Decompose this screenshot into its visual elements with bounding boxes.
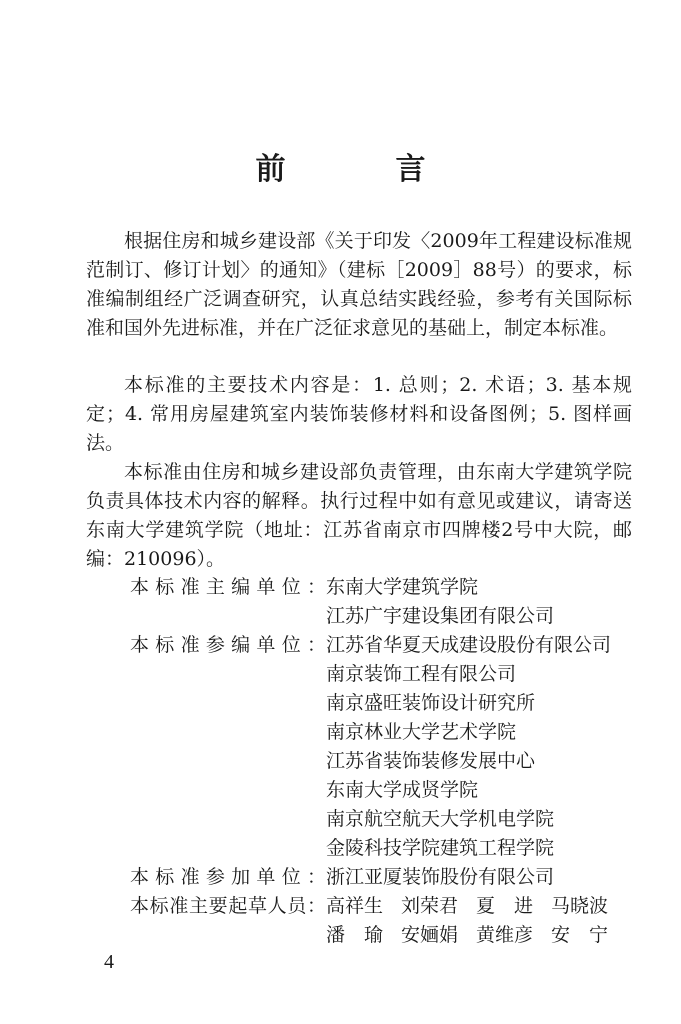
drafter-name: 高祥生 [326,895,384,917]
drafters-names-line2 [326,921,626,950]
paragraph-management: 本标准由住房和城乡建设部负责管理，由东南大学建筑学院负责具体技术内容的解释。执行过程中如有意见或建议，请寄送东南大学建筑学院（地址：江苏省南京市四牌楼2号中大院，邮编：210096）。 [86,461,632,570]
joining-units-row [130,863,554,892]
drafter-name: 安婳娟 [401,924,459,946]
drafters-row [130,892,626,921]
drafter-name: 潘 瑜 [326,924,384,946]
paragraph-basis: 根据住房和城乡建设部《关于印发〈2009年工程建设标准规范制订、修订计划〉的通知》（建标［2009］88号）的要求，标准编制组经广泛调查研究，认真总结实践经验，参考有关国际标准和国外先进标准，并在广泛征求意见的基础上，制定本标准。 [86,230,632,339]
participating-unit: 南京航空航天大学机电学院 [326,808,555,830]
chief-unit: 东南大学建筑学院 [326,576,479,598]
participating-units-label: 本标准参编单位： [130,634,326,656]
participating-units-row [130,631,611,660]
participating-unit: 南京林业大学艺术学院 [326,721,517,743]
participating-unit: 江苏省装饰装修发展中心 [326,750,536,772]
drafter-name: 夏 进 [476,895,534,917]
participating-unit: 南京装饰工程有限公司 [326,663,517,685]
participating-unit: 南京盛旺装饰设计研究所 [326,692,536,714]
drafter-name: 安 宁 [551,924,609,946]
drafter-name: 黄维彦 [476,924,534,946]
drafter-name: 刘荣君 [401,895,459,917]
page-number: 4 [104,951,114,973]
chief-units-label: 本标准主编单位： [130,576,326,598]
paragraph-contents: 本标准的主要技术内容是：1. 总则；2. 术语；3. 基本规定；4. 常用房屋建筑室内装饰装修材料和设备图例；5. 图样画法。 [86,374,632,454]
drafters-names-line1 [326,892,626,921]
joining-units-label: 本标准参加单位： [130,866,326,888]
participating-unit: 金陵科技学院建筑工程学院 [326,837,555,859]
joining-unit: 浙江亚厦装饰股份有限公司 [326,866,555,888]
page-title: 前 言 [255,152,466,187]
chief-units-row [130,573,478,602]
participating-unit: 东南大学成贤学院 [326,779,479,801]
drafter-name: 马晓波 [551,895,609,917]
participating-unit: 江苏省华夏天成建设股份有限公司 [326,634,612,656]
drafters-label: 本标准主要起草人员： [130,895,326,917]
chief-unit: 江苏广宇建设集团有限公司 [326,605,555,627]
